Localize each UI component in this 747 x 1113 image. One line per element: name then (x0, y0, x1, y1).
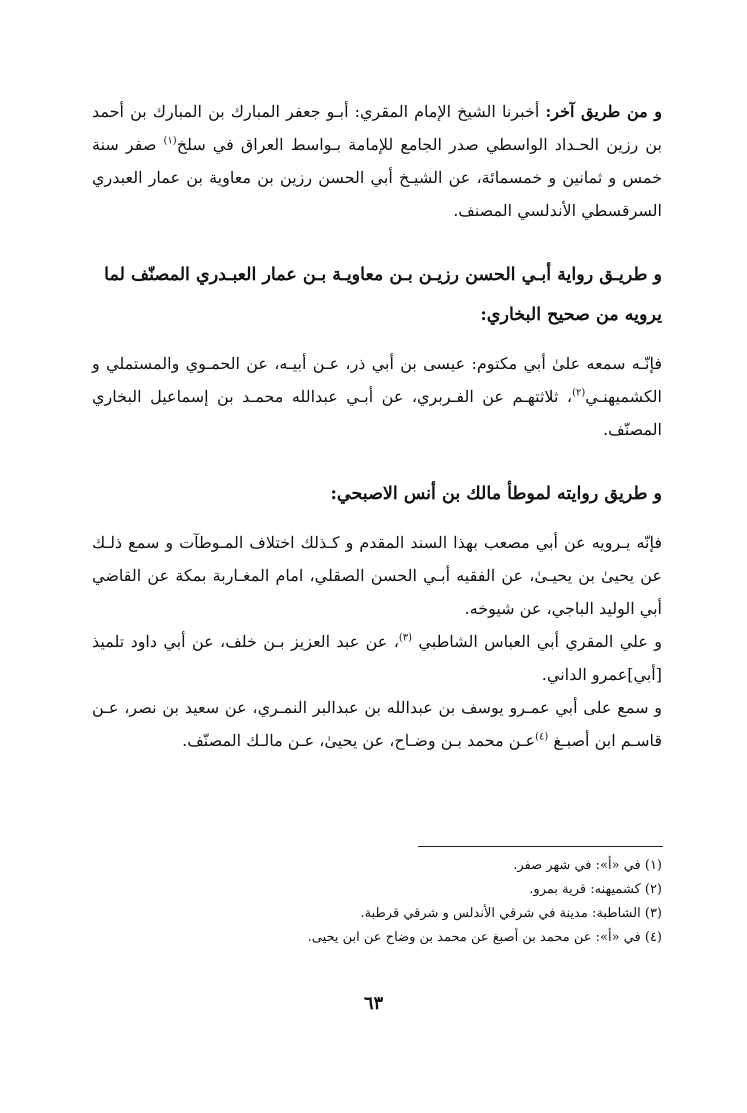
section-heading-bukhari: و طريـق رواية أبـي الحسن رزيـن بـن معاويـة بـن عمار العبـدري المصنّف لما يرويه من صحيح البخاري: (104, 265, 662, 325)
footnote-marker-4: (٤) (535, 731, 549, 743)
paragraph-5 (92, 691, 662, 757)
paragraph-text: عـن محمد بـن وضـاح، عن يحيىٰ، عـن مالـك المصنّف. (182, 731, 536, 750)
main-text (92, 95, 662, 757)
paragraph-4 (92, 625, 662, 691)
paragraph-2 (92, 347, 662, 446)
section-heading-muwatta: و طريق روايته لموطأ مالك بن أنس الاصبحي: (330, 484, 662, 504)
paragraph-text: ، عن عبد العزيز بـن خلف، عن أبي داود تلميذ [أبي]عمرو الداني. (92, 632, 662, 684)
footnote-marker-3: (٣) (398, 632, 413, 644)
footnote-divider (418, 846, 663, 847)
paragraph-lead: و من طريق آخر: (545, 102, 662, 121)
paragraph-text: و علي المقري أبي العباس الشاطبي (418, 632, 662, 651)
footnote-2: (٢) كشميهنه: قرية بمرو. (529, 882, 662, 897)
footnotes (92, 854, 662, 950)
paragraph-1 (92, 95, 662, 227)
footnote-marker-2: (٢) (572, 387, 586, 399)
footnote-4: (٤) في «أ»: عن محمد بن أصبغ عن محمد بن وضاح عن ابن يحيى. (307, 930, 662, 945)
footnote-1: (١) في «أ»: في شهر صفر. (513, 858, 662, 873)
paragraph-text: أخبرنا الشيخ الإمام المقري: أبـو جعفر المبارك بن المبارك بن أحمد بن رزين الحـداد الواسطي صدر الجامع للإمامة بـواسط العراق في سلخ (92, 102, 662, 154)
paragraph-text: فإنّـه سمعه علىٰ أبي مكتوم: عيسى بن أبي ذر، عـن أبيـه، عن الحمـوي والمستملي و الكشميهنـي (92, 354, 662, 406)
paragraph-text: ، ثلاثتهـم عن الفـربري، عن أبـي عبدالله محمـد بن إسماعيل البخاري المصنّف. (92, 387, 662, 439)
paragraph-text: صفر سنة خمس و ثمانين و خمسمائة، عن الشيـخ أبي الحسن رزين بن معاوية بن عمار العبدري السرقسطي الأندلسي المصنف. (92, 135, 662, 220)
footnote-3: (٣) الشاطبة: مدينة في شرقي الأندلس و شرقي قرطبة. (360, 906, 662, 921)
page-number: ٦٣ (363, 993, 384, 1014)
footnote-marker-1: (١) (163, 135, 177, 147)
paragraph-text: و سمع على أبي عمـرو يوسف بن عبدالله بن عبدالبر النمـري، عن سعيد بن نصر، عـن قاسـم ابن أصبـغ (92, 698, 662, 750)
paragraph-3: فإنّه يـرويه عن أبي مصعب بهذا السند المقدم و كـذلك اختلاف المـوطآت و سمع ذلـك عن يحيىٰ بن يحيـىٰ، عن الفقيه أبـي الحسن الصقلي، امام المغـاربة بمكة عن القاضي أبي الوليد الباجي، عن شيوخه. (92, 533, 662, 618)
